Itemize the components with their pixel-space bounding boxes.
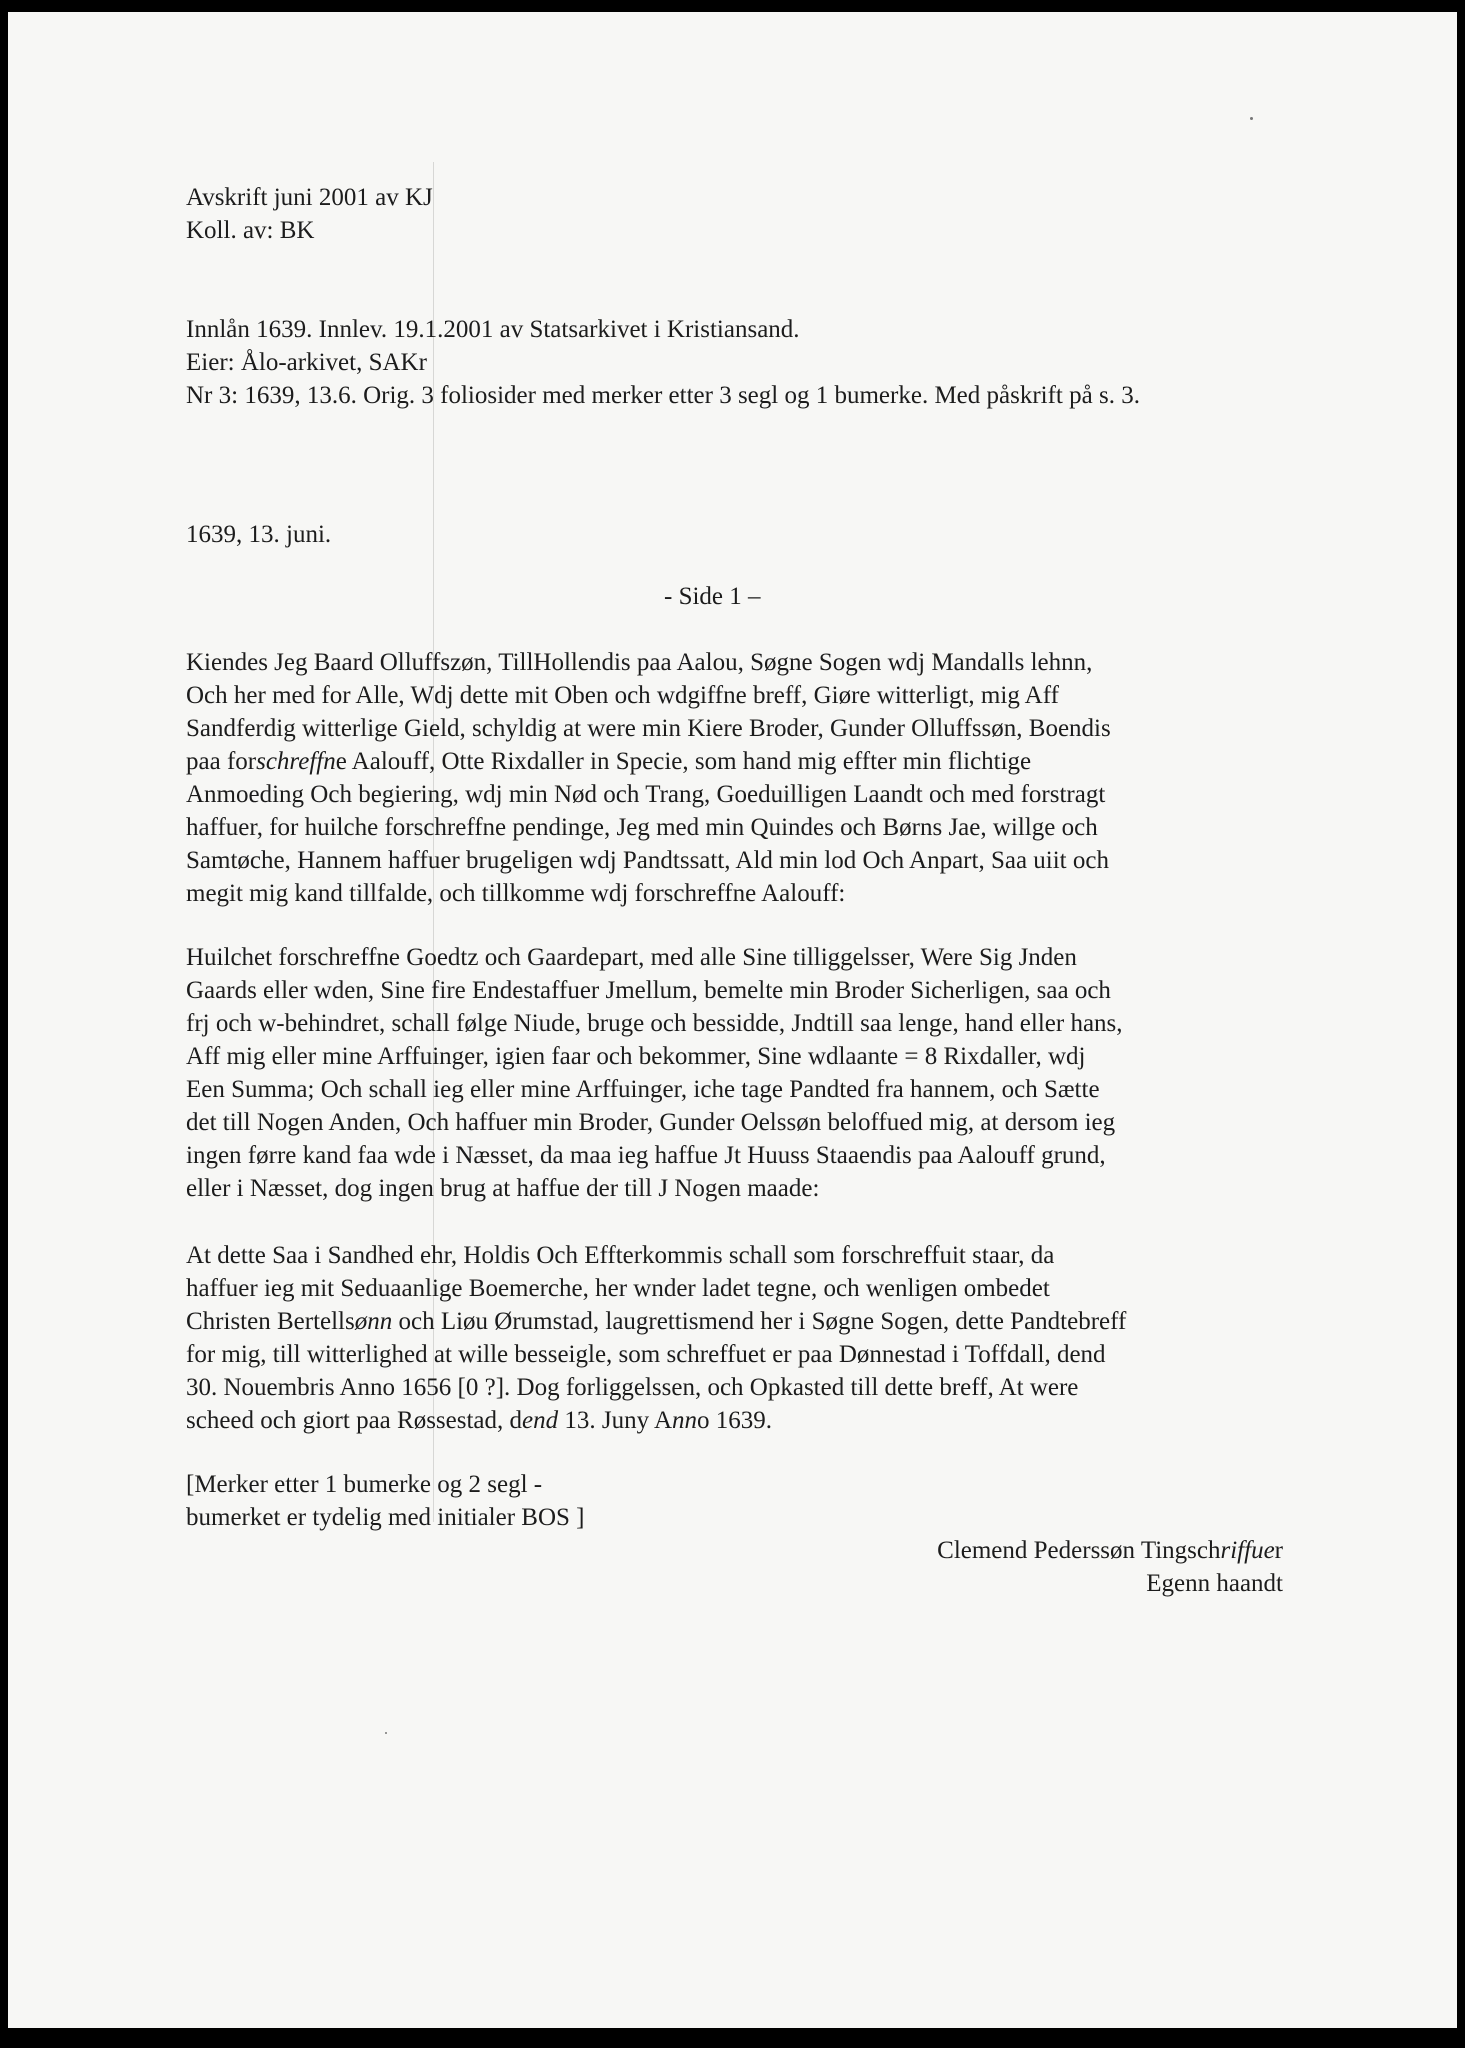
transcription-line: Avskrift juni 2001 av KJ [186,184,433,211]
scan-speck [385,1732,387,1734]
archive-info [186,313,1266,412]
text-span: Christen Bertells [186,1308,355,1335]
text-span: o 1639. [697,1407,773,1434]
paragraph-2 [186,941,1296,1205]
text-span: paa for [186,748,257,775]
expanded-abbreviation: nn [672,1407,698,1434]
text-span: e Aalouff, Otte Rixdaller in Specie, som hand mig effter min flichtige [335,748,1032,775]
scan-speck [1250,117,1253,120]
text-span: Clemend Pederssøn Tingsch [937,1537,1221,1564]
paragraph-line [186,745,1296,778]
paragraph-line: Och her med for Alle, Wdj dette mit Oben och wdgiffne breff, Giøre witterligt, mig Aff [186,682,1059,709]
paragraph-line: megit mig kand tillfalde, och tillkomme wdj forschreffne Aalouff: [186,880,846,907]
paragraph-line: 30. Nouembris Anno 1656 [0 ?]. Dog forliggelssen, och Opkasted till dette breff, At were [186,1374,1079,1401]
paragraph-line: haffuer ieg mit Seduaanlige Boemerche, her wnder ladet tegne, och wenligen ombedet [186,1275,1050,1302]
text-span: scheed och giort paa Røssestad, d [186,1407,523,1434]
paragraph-line: haffuer, for huilche forschreffne pendinge, Jeg med min Quindes och Børns Jae, willge och [186,814,1098,841]
paragraph-line: frj och w-behindret, schall følge Niude, bruge och bessidde, Jndtill saa lenge, hand eller hans, [186,1010,1123,1037]
document-date: 1639, 13. juni. [186,521,332,548]
page-marker: - Side 1 – [664,583,761,610]
text-span: och Liøu Ørumstad, laugrettismend her i Søgne Sogen, dette Pandtebreff [392,1308,1127,1335]
note-line: [Merker etter 1 bumerke og 2 segl - [186,1471,543,1498]
paragraph-line: Anmoeding Och begiering, wdj min Nød och Trang, Goeduilligen Laandt och med forstragt [186,781,1106,808]
expanded-abbreviation: schreffn [256,748,336,775]
paragraph-line: for mig, till witterlighed at wille besseigle, som schreffuet er paa Dønnestad i Toffdall, dend [186,1341,1106,1368]
text-span: r [1274,1537,1283,1564]
paragraph-line: At dette Saa i Sandhed ehr, Holdis Och Effterkommis schall som forschreffuit staar, da [186,1242,1055,1269]
loan-line: Innlån 1639. Innlev. 19.1.2001 av Statsarkivet i Kristiansand. [186,316,800,343]
editor-note [186,1468,585,1534]
transcription-header [186,181,433,247]
paragraph-line: Kiendes Jeg Baard Olluffszøn, TillHollendis paa Aalou, Søgne Sogen wdj Mandalls lehnn, [186,649,1093,676]
expanded-abbreviation: riffue [1220,1537,1275,1564]
paragraph-line [186,1404,1296,1437]
paragraph-1 [186,646,1296,910]
paragraph-line [186,1305,1296,1338]
expanded-abbreviation: end [522,1407,559,1434]
paragraph-line: ingen førre kand faa wde i Næsset, da maa ieg haffue Jt Huuss Staaendis paa Aalouff grund, [186,1142,1106,1169]
signature-line-2: Egenn haandt [1146,1570,1283,1597]
paragraph-3 [186,1239,1296,1437]
text-span: 13. Juny A [558,1407,673,1434]
item-line: Nr 3: 1639, 13.6. Orig. 3 foliosider med merker etter 3 segl og 1 bumerke. Med påskrift på s. 3. [186,382,1140,409]
signature [937,1534,1283,1600]
paragraph-line: Gaards eller wden, Sine fire Endestaffuer Jmellum, bemelte min Broder Sicherligen, saa och [186,977,1111,1004]
collation-line: Koll. av: BK [186,217,315,244]
expanded-abbreviation: ønn [354,1308,393,1335]
signature-name [937,1534,1283,1567]
owner-line: Eier: Ålo-arkivet, SAKr [186,349,427,376]
paragraph-line: det till Nogen Anden, Och haffuer min Broder, Gunder Oelssøn beloffued mig, at dersom ieg [186,1109,1116,1136]
note-line: bumerket er tydelig med initialer BOS ] [186,1504,585,1531]
paragraph-line: Een Summa; Och schall ieg eller mine Arffuinger, iche tage Pandted fra hannem, och Sætte [186,1076,1100,1103]
paragraph-line: Aff mig eller mine Arffuinger, igien faar och bekommer, Sine wdlaante = 8 Rixdaller, wdj [186,1043,1086,1070]
paragraph-line: eller i Næsset, dog ingen brug at haffue der till J Nogen maade: [186,1175,820,1202]
paragraph-line: Huilchet forschreffne Goedtz och Gaardepart, med alle Sine tilliggelsser, Were Sig Jnden [186,944,1077,971]
paragraph-line: Samtøche, Hannem haffuer brugeligen wdj Pandtssatt, Ald min lod Och Anpart, Saa uiit och [186,847,1109,874]
paragraph-line: Sandferdig witterlige Gield, schyldig at were min Kiere Broder, Gunder Olluffssøn, Boendis [186,715,1111,742]
